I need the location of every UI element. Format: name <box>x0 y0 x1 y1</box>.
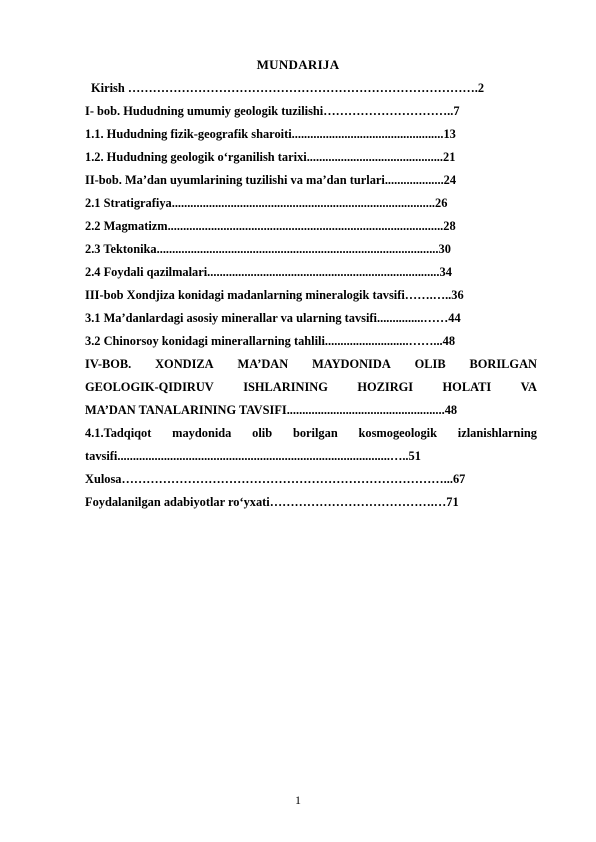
word: HOZIRGI <box>357 380 414 394</box>
toc-entry-xulosa: Xulosa……………………………………………………………………...67 <box>85 472 466 486</box>
toc-entry-4-1-line-1 <box>85 425 537 441</box>
word: izlanishlarning <box>457 426 537 440</box>
toc-entry-chapter-4-line-3: MA’DAN TANALARINING TAVSIFI...................................................48 <box>85 403 458 417</box>
word: IV-BOB. <box>85 357 132 371</box>
page-title: MUNDARIJA <box>256 57 340 72</box>
word: kosmogeologik <box>358 426 437 440</box>
toc-entry-3-1: 3.1 Ma’danlardagi asosiy minerallar va ularning tavsifi...............……44 <box>85 311 461 325</box>
word: MA’DAN <box>237 357 289 371</box>
toc-entry-1-1: 1.1. Hududning fizik-geografik sharoiti.................................................13 <box>85 127 456 141</box>
toc-entry-2-3: 2.3 Tektonika...........................................................................................30 <box>85 242 451 256</box>
word: HOLATI <box>442 380 492 394</box>
toc-entry-chapter-4-line-1 <box>85 356 537 372</box>
toc-entry-4-1-line-2: tavsifi........................................................................................…..51 <box>85 449 421 463</box>
word: BORILGAN <box>469 357 537 371</box>
word: maydonida <box>172 426 232 440</box>
page-number: 1 <box>295 793 301 807</box>
word: XONDIZA <box>155 357 214 371</box>
toc-entry-2-1: 2.1 Stratigrafiya.....................................................................................26 <box>85 196 448 210</box>
toc-entry-chapter-3: III-bob Xondjiza konidagi madanlarning mineralogik tavsifi…….…..36 <box>85 288 464 302</box>
toc-entry-2-2: 2.2 Magmatizm.........................................................................................28 <box>85 219 456 233</box>
toc-entry-chapter-1: I- bob. Hududning umumiy geologik tuzilishi…………………………..7 <box>85 104 460 118</box>
word: MAYDONIDA <box>312 357 391 371</box>
word: GEOLOGIK-QIDIRUV <box>85 380 214 394</box>
toc-entry-1-2: 1.2. Hududning geologik o‘rganilish tarixi............................................21 <box>85 150 456 164</box>
word: 4.1.Tadqiqot <box>85 426 152 440</box>
toc-entry-2-4: 2.4 Foydali qazilmalari...........................................................................34 <box>85 265 452 279</box>
toc-entry-chapter-2: II-bob. Ma’dan uyumlarining tuzilishi va ma’dan turlari...................24 <box>85 173 457 187</box>
word: OLIB <box>414 357 446 371</box>
word: borilgan <box>292 426 338 440</box>
toc-entry-kirish: Kirish ………………………………………………………………………….2 <box>91 81 485 95</box>
word: olib <box>252 426 273 440</box>
word: VA <box>520 380 537 394</box>
toc-entry-3-2: 3.2 Chinorsoy konidagi minerallarning tahlili...........................……...48 <box>85 334 456 348</box>
toc-entry-references: Foydalanilgan adabiyotlar ro‘yxati………………………………….…71 <box>85 495 459 509</box>
toc-entry-chapter-4-line-2 <box>85 379 537 395</box>
word: ISHLARINING <box>243 380 328 394</box>
